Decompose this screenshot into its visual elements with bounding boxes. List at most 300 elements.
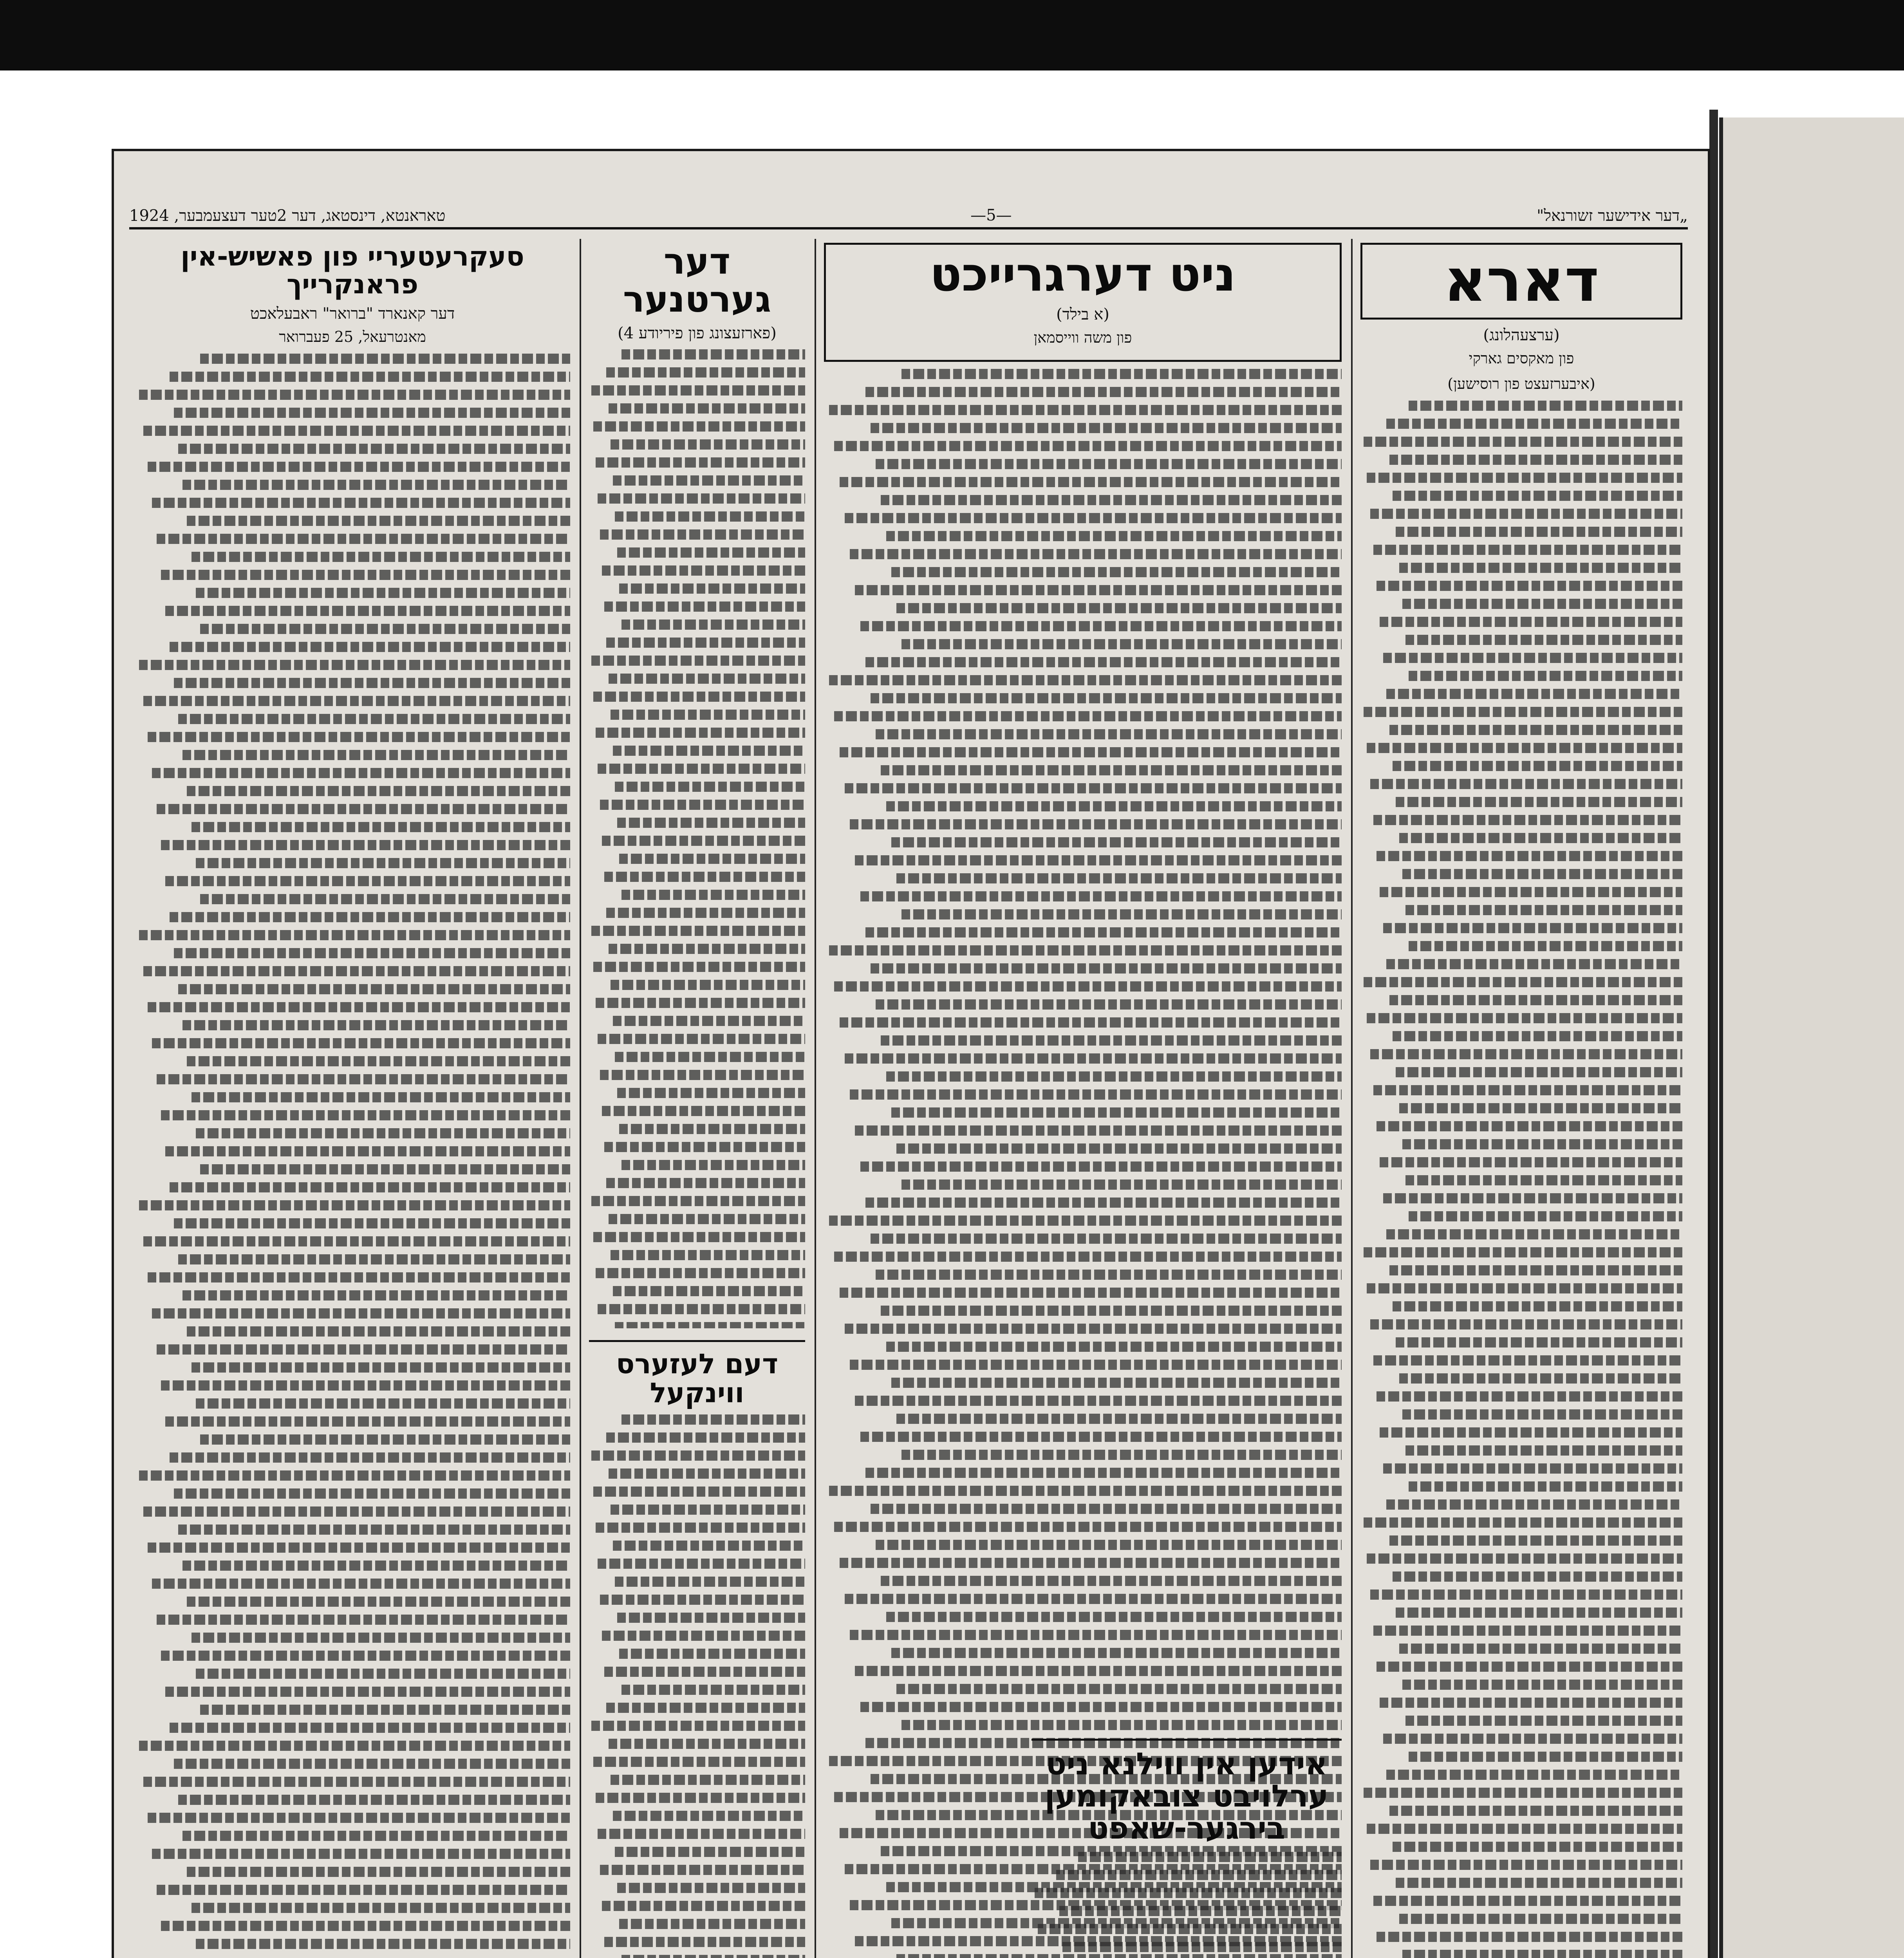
- text-line: [1389, 995, 1682, 1005]
- text-line: [178, 444, 570, 454]
- text-line: [860, 891, 1342, 901]
- text-line: [1399, 1103, 1682, 1113]
- text-line: [152, 768, 570, 778]
- text-line: [606, 908, 805, 918]
- text-line: [1396, 1878, 1682, 1888]
- text-line: [850, 549, 1342, 559]
- text-line: [1399, 1914, 1682, 1924]
- text-line: [865, 927, 1342, 937]
- text-line: [1393, 1301, 1682, 1311]
- text-line: [196, 1128, 570, 1138]
- text-line: [165, 1687, 570, 1697]
- text-line: [1389, 725, 1682, 735]
- text-line: [901, 369, 1342, 379]
- text-line: [881, 1576, 1342, 1586]
- scan-dark-margin: [0, 0, 1904, 70]
- text-line: [609, 1468, 805, 1479]
- text-line: [596, 1793, 805, 1803]
- text-line: [606, 1178, 805, 1188]
- text-line: [1370, 1860, 1682, 1870]
- text-line: [1393, 1031, 1682, 1041]
- text-line: [148, 1543, 570, 1553]
- text-line: [1370, 1590, 1682, 1600]
- text-line: [1409, 1211, 1682, 1221]
- text-line: [191, 1362, 570, 1373]
- text-line: [1364, 707, 1682, 717]
- text-line: [598, 493, 805, 504]
- column-story-not-reached: [818, 239, 1347, 1958]
- text-line: [178, 1254, 570, 1264]
- text-line: [596, 998, 805, 1008]
- text-line: [881, 765, 1342, 775]
- text-line: [606, 638, 805, 648]
- text-line: [617, 1088, 805, 1098]
- text-line: [591, 1721, 805, 1731]
- text-line: [143, 696, 570, 706]
- text-line: [615, 782, 805, 792]
- text-line: [834, 1252, 1342, 1262]
- text-line: [1370, 779, 1682, 789]
- text-line: [165, 1146, 570, 1156]
- text-line: [834, 711, 1342, 721]
- text-line: [178, 714, 570, 724]
- text-line: [1380, 1427, 1682, 1438]
- text-line: [886, 531, 1342, 541]
- text-line: [871, 693, 1342, 703]
- text-line: [187, 1597, 570, 1607]
- text-line: [596, 457, 805, 468]
- text-line: [860, 621, 1342, 631]
- text-line: [182, 750, 570, 760]
- text-line: [840, 747, 1342, 757]
- text-line: [611, 1505, 805, 1515]
- text-line: [896, 1684, 1342, 1694]
- headline-news: סעקרעטעריי פון פאשיש-אין פראנקרייך: [181, 241, 524, 300]
- text-line: [1402, 1680, 1682, 1690]
- text-line: [596, 728, 805, 738]
- text-line: [143, 1236, 570, 1246]
- text-line: [200, 894, 570, 904]
- text-line: [1367, 1824, 1682, 1834]
- text-line: [860, 1702, 1342, 1712]
- text-line: [1367, 1553, 1682, 1564]
- text-line: [187, 786, 570, 796]
- text-line: [613, 1016, 805, 1026]
- text-line: [896, 1143, 1342, 1154]
- text-line: [161, 1110, 570, 1120]
- text-line: [845, 513, 1342, 523]
- text-line: [1373, 1626, 1682, 1636]
- text-line: [1402, 1950, 1682, 1958]
- text-line: [182, 1020, 570, 1030]
- text-line: [152, 1849, 570, 1859]
- text-line: [139, 1741, 570, 1751]
- text-line: [187, 516, 570, 526]
- running-head: [129, 204, 1688, 229]
- text-line: [600, 1070, 805, 1080]
- text-line: [1399, 1373, 1682, 1384]
- text-line: [617, 1883, 805, 1893]
- story-label: (א בילד): [1056, 305, 1109, 323]
- text-line: [161, 1651, 570, 1661]
- page-mark: —5—: [970, 206, 1012, 224]
- text-line: [621, 620, 805, 630]
- text-line: [1380, 617, 1682, 627]
- text-line: [1396, 1067, 1682, 1077]
- text-line: [876, 999, 1342, 1010]
- text-line: [1364, 1247, 1682, 1257]
- text-line: [596, 1523, 805, 1533]
- text-line: [611, 1250, 805, 1260]
- text-line: [604, 1937, 805, 1947]
- text-line: [1377, 581, 1682, 591]
- text-line: [174, 1759, 570, 1769]
- text-line: [1377, 851, 1682, 861]
- article-body: [589, 1414, 805, 1958]
- text-line: [148, 732, 570, 742]
- text-line: [602, 836, 805, 846]
- text-line: [1367, 473, 1682, 483]
- text-line: [1373, 815, 1682, 825]
- text-line: [613, 1286, 805, 1296]
- text-line: [1399, 563, 1682, 573]
- text-line: [161, 1921, 570, 1931]
- story-subtitle: (ערצעהלונג): [1483, 326, 1560, 344]
- text-line: [598, 1559, 805, 1569]
- text-line: [593, 1232, 805, 1242]
- text-line: [178, 1795, 570, 1805]
- text-line: [143, 1506, 570, 1517]
- text-line: [1383, 1734, 1682, 1744]
- text-line: [1377, 1662, 1682, 1672]
- text-line: [606, 1432, 805, 1443]
- text-line: [876, 1540, 1342, 1550]
- text-line: [157, 534, 570, 544]
- text-line: [1405, 905, 1682, 915]
- text-line: [196, 588, 570, 598]
- text-line: [157, 1615, 570, 1625]
- text-line: [891, 567, 1342, 577]
- dateline: טאראנטא, דינסטאג, דער 2טער דעצעמבער, 1924: [129, 206, 446, 225]
- text-line: [600, 800, 805, 810]
- text-line: [1409, 401, 1682, 411]
- text-line: [606, 367, 805, 378]
- text-line: [598, 1034, 805, 1044]
- text-line: [604, 1142, 805, 1152]
- text-line: [1393, 1571, 1682, 1582]
- text-line: [200, 1434, 570, 1445]
- text-line: [621, 1685, 805, 1695]
- text-line: [1386, 1499, 1682, 1510]
- text-line: [152, 1038, 570, 1048]
- adjacent-page-edge: [1719, 117, 1904, 1958]
- byline-note: (איבערזעצט פון רוסישען): [1447, 375, 1595, 392]
- text-line: [865, 387, 1342, 397]
- text-line: [157, 1074, 570, 1084]
- text-line: [148, 1813, 570, 1823]
- text-line: [1373, 1355, 1682, 1366]
- text-line: [615, 511, 805, 522]
- text-line: [600, 529, 805, 540]
- text-line: [1038, 1924, 1342, 1934]
- text-line: [621, 890, 805, 900]
- text-line: [1380, 887, 1682, 897]
- text-line: [174, 678, 570, 688]
- text-line: [891, 1648, 1342, 1658]
- text-line: [165, 606, 570, 616]
- text-line: [182, 1831, 570, 1841]
- text-line: [617, 1613, 805, 1623]
- text-line: [871, 1234, 1342, 1244]
- text-line: [1402, 869, 1682, 879]
- text-line: [834, 441, 1342, 451]
- text-line: [1377, 1932, 1682, 1942]
- article-body: [1360, 401, 1682, 1958]
- text-line: [1364, 437, 1682, 447]
- text-line: [891, 837, 1342, 847]
- text-line: [196, 858, 570, 868]
- text-line: [606, 1703, 805, 1713]
- text-line: [886, 1612, 1342, 1622]
- column-rule: [580, 239, 581, 1958]
- text-line: [855, 1666, 1342, 1676]
- text-line: [161, 570, 570, 580]
- text-line: [139, 390, 570, 400]
- text-line: [157, 804, 570, 814]
- text-line: [139, 930, 570, 940]
- text-line: [143, 1777, 570, 1787]
- story-subtitle: (פארזעצונג פון פיריודע 4): [618, 324, 777, 343]
- text-line: [896, 1414, 1342, 1424]
- text-line: [829, 405, 1342, 415]
- text-line: [598, 1304, 805, 1314]
- text-line: [1380, 1698, 1682, 1708]
- text-line: [196, 1669, 570, 1679]
- headline-vilna: אידען אין ווילנא ניט ערלויבט צובאקומען בירגער-שאפט: [1031, 1739, 1342, 1845]
- text-line: [170, 1452, 570, 1463]
- text-line: [593, 421, 805, 432]
- text-line: [1383, 653, 1682, 663]
- text-line: [1367, 743, 1682, 753]
- text-line: [139, 1200, 570, 1210]
- text-line: [591, 1450, 805, 1461]
- text-line: [591, 926, 805, 936]
- byline: פון משה ווייסמאן: [1033, 329, 1132, 346]
- text-line: [1383, 1463, 1682, 1474]
- text-line: [613, 475, 805, 486]
- text-line: [1389, 455, 1682, 465]
- text-line: [615, 1847, 805, 1857]
- text-line: [191, 1903, 570, 1913]
- text-line: [619, 1649, 805, 1659]
- text-line: [850, 1360, 1342, 1370]
- text-line: [621, 1955, 805, 1958]
- text-line: [200, 1705, 570, 1715]
- news-subhead: דער קאנארד "ברואר" ראבעלאכט: [250, 304, 455, 323]
- text-line: [604, 1667, 805, 1677]
- text-line: [855, 855, 1342, 865]
- news-dateline: מאנטרעאל, 25 פעברואר: [279, 328, 426, 345]
- text-line: [886, 1342, 1342, 1352]
- text-line: [598, 764, 805, 774]
- text-line: [1389, 1806, 1682, 1816]
- text-line: [1078, 1852, 1342, 1862]
- text-line: [876, 729, 1342, 739]
- text-line: [1402, 1139, 1682, 1149]
- text-line: [871, 1504, 1342, 1514]
- text-line: [1373, 1896, 1682, 1906]
- byline: פון מאקסים גארקי: [1469, 349, 1574, 367]
- text-line: [1396, 527, 1682, 537]
- text-line: [891, 1107, 1342, 1118]
- text-line: [829, 1486, 1342, 1496]
- article-body: [135, 354, 570, 1952]
- text-line: [886, 801, 1342, 811]
- text-line: [617, 818, 805, 828]
- text-line: [609, 1739, 805, 1749]
- text-line: [850, 819, 1342, 829]
- text-line: [591, 1196, 805, 1206]
- column-news: [129, 239, 576, 1952]
- text-line: [855, 1396, 1342, 1406]
- text-line: [1370, 1319, 1682, 1329]
- text-line: [619, 854, 805, 864]
- text-line: [1396, 1337, 1682, 1347]
- text-line: [881, 495, 1342, 505]
- text-line: [1377, 1391, 1682, 1402]
- text-line: [840, 477, 1342, 487]
- text-line: [148, 462, 570, 472]
- text-line: [891, 1378, 1342, 1388]
- text-line: [840, 1558, 1342, 1568]
- text-line: [152, 1308, 570, 1319]
- text-line: [200, 354, 570, 364]
- text-line: [591, 385, 805, 396]
- article-body: [589, 349, 805, 1328]
- text-line: [611, 980, 805, 990]
- text-line: [840, 1288, 1342, 1298]
- text-line: [621, 349, 805, 359]
- text-line: [1405, 1445, 1682, 1456]
- paper-title: „דער אידישער זשורנאל": [1537, 206, 1688, 225]
- text-line: [855, 585, 1342, 595]
- text-line: [157, 1344, 570, 1355]
- text-line: [1377, 1121, 1682, 1131]
- text-line: [1370, 1049, 1682, 1059]
- text-line: [860, 1161, 1342, 1172]
- text-line: [152, 498, 570, 508]
- text-line: [165, 1416, 570, 1427]
- text-line: [1393, 761, 1682, 771]
- text-line: [865, 1468, 1342, 1478]
- text-line: [845, 783, 1342, 793]
- headline-not-reached: ניט דערגרייכט: [930, 247, 1236, 302]
- text-line: [829, 1216, 1342, 1226]
- text-line: [1399, 1644, 1682, 1654]
- text-line: [174, 1488, 570, 1499]
- text-line: [602, 565, 805, 576]
- text-line: [611, 439, 805, 450]
- text-line: [613, 746, 805, 756]
- text-line: [1035, 1888, 1342, 1898]
- text-line: [609, 403, 805, 414]
- text-line: [609, 674, 805, 684]
- text-line: [865, 1198, 1342, 1208]
- text-line: [1399, 833, 1682, 843]
- text-line: [174, 948, 570, 958]
- text-line: [139, 660, 570, 670]
- text-line: [1056, 1870, 1342, 1880]
- text-line: [850, 1630, 1342, 1640]
- text-line: [1405, 1175, 1682, 1185]
- text-line: [196, 1939, 570, 1949]
- text-line: [600, 1865, 805, 1875]
- text-line: [161, 1380, 570, 1391]
- text-line: [1364, 977, 1682, 987]
- text-line: [1370, 509, 1682, 519]
- column-rule: [815, 239, 816, 1958]
- text-line: [829, 945, 1342, 956]
- text-line: [165, 876, 570, 886]
- text-line: [1367, 1013, 1682, 1023]
- text-line: [191, 552, 570, 562]
- text-line: [613, 1811, 805, 1821]
- text-line: [143, 426, 570, 436]
- text-line: [593, 962, 805, 972]
- text-line: [901, 1179, 1342, 1190]
- text-line: [881, 1035, 1342, 1046]
- text-line: [1386, 689, 1682, 699]
- text-line: [901, 909, 1342, 919]
- text-line: [1383, 1193, 1682, 1203]
- text-line: [829, 675, 1342, 685]
- column-gardener: [583, 239, 811, 1958]
- text-line: [178, 984, 570, 994]
- text-line: [170, 372, 570, 382]
- text-line: [1409, 941, 1682, 951]
- text-line: [200, 624, 570, 634]
- text-line: [865, 657, 1342, 667]
- text-line: [1383, 923, 1682, 933]
- text-line: [178, 1524, 570, 1535]
- text-line: [860, 1432, 1342, 1442]
- text-line: [876, 459, 1342, 469]
- text-line: [886, 1071, 1342, 1082]
- article-body: [1031, 1852, 1342, 1958]
- text-line: [1389, 1265, 1682, 1275]
- text-line: [182, 1561, 570, 1571]
- text-line: [593, 692, 805, 702]
- text-line: [611, 710, 805, 720]
- text-line: [593, 1487, 805, 1497]
- text-line: [148, 1272, 570, 1282]
- text-line: [1386, 419, 1682, 429]
- text-line: [602, 1631, 805, 1641]
- text-line: [170, 912, 570, 922]
- text-line: [609, 1214, 805, 1224]
- text-line: [602, 1901, 805, 1911]
- text-line: [901, 639, 1342, 649]
- text-line: [200, 1164, 570, 1174]
- text-line: [1393, 491, 1682, 501]
- text-line: [174, 408, 570, 418]
- text-line: [187, 1867, 570, 1877]
- text-line: [148, 1002, 570, 1012]
- text-line: [615, 1322, 805, 1328]
- text-line: [196, 1398, 570, 1409]
- text-line: [1380, 1157, 1682, 1167]
- text-line: [1062, 1942, 1342, 1952]
